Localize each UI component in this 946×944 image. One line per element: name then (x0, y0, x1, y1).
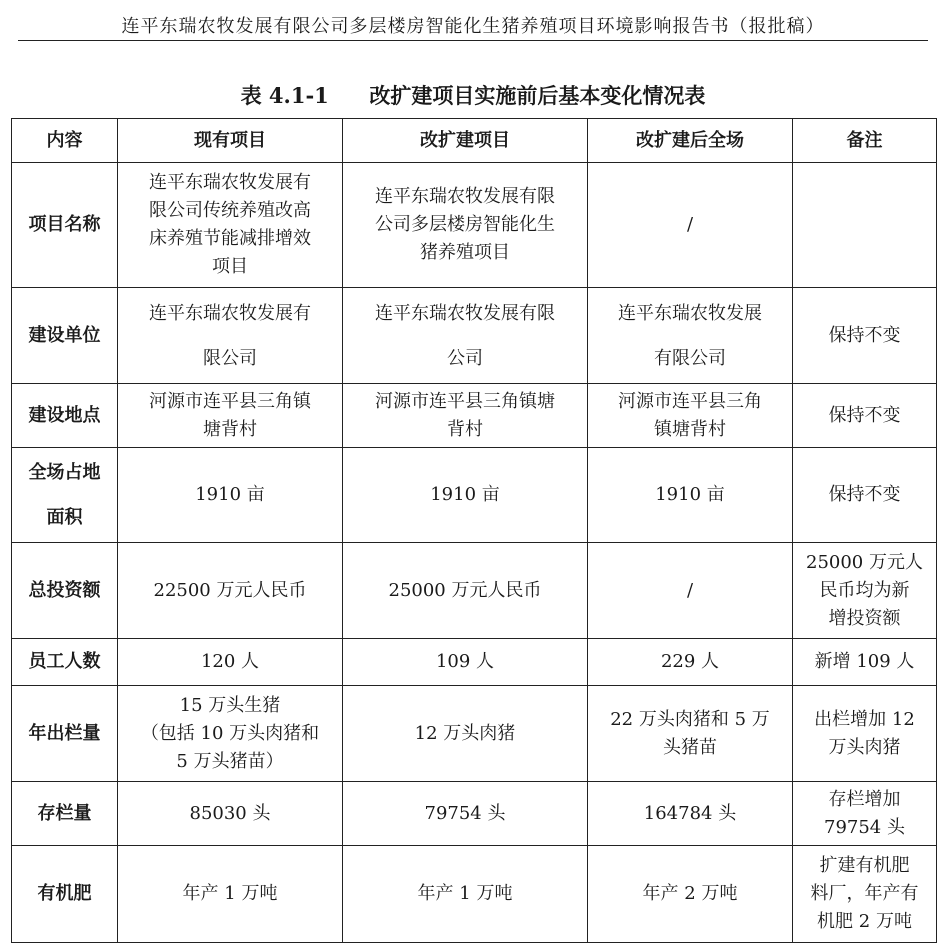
cell-line: 连平东瑞农牧发展 (618, 302, 762, 324)
row-label (12, 639, 118, 686)
cell-line: 新增 109 人 (814, 651, 915, 672)
row-label-line: 全场占地 (28, 462, 101, 483)
cell-line: 扩建有机肥 (819, 855, 910, 876)
cell-line: 增投资额 (828, 607, 901, 629)
table-row (12, 782, 937, 846)
cell-line: 1910 亩 (655, 484, 725, 505)
cell-line: 229 人 (660, 651, 720, 672)
note-cell (793, 384, 937, 448)
existing-cell (118, 639, 343, 686)
cell-line: 公司 (447, 347, 483, 369)
table-row (12, 686, 937, 782)
cell-line: / (686, 214, 694, 235)
header-divider (18, 40, 928, 41)
existing-cell (118, 543, 343, 639)
after-cell (588, 686, 793, 782)
row-label (12, 288, 118, 384)
after-cell (588, 384, 793, 448)
cell-line: 年产 1 万吨 (417, 883, 513, 904)
cell-line: 1910 亩 (195, 484, 265, 505)
note-cell (793, 288, 937, 384)
row-label (12, 163, 118, 288)
row-label-line: 面积 (46, 507, 83, 528)
cell-line: 25000 万元人 (806, 551, 923, 573)
cell-line: 背村 (447, 418, 483, 440)
cell-line: 床养殖节能减排增效 (149, 228, 311, 249)
table-row (12, 543, 937, 639)
row-label-line: 建设地点 (28, 404, 101, 426)
cell-line: 万头肉猪 (828, 736, 901, 758)
cell-line: （包括 10 万头肉猪和 (140, 722, 320, 744)
cell-line: 机肥 2 万吨 (817, 911, 912, 932)
table-row (12, 448, 937, 543)
cell-line: 河源市连平县三角镇塘 (375, 390, 555, 412)
note-cell (793, 543, 937, 639)
note-cell (793, 639, 937, 686)
existing-cell (118, 782, 343, 846)
column-header: 备注 (793, 119, 937, 163)
cell-line: 料厂，年产有 (810, 883, 919, 904)
table-row (12, 384, 937, 448)
page-header (0, 0, 946, 40)
cell-line: 出栏增加 12 (814, 708, 915, 730)
cell-line: 22 万头肉猪和 5 万 (610, 708, 770, 730)
row-label-line: 年出栏量 (28, 722, 101, 744)
cell-line: 镇塘背村 (654, 418, 726, 440)
after-cell (588, 639, 793, 686)
cell-line: 猪养殖项目 (420, 242, 510, 263)
cell-line: 河源市连平县三角镇 (149, 390, 311, 412)
header-row (12, 119, 937, 163)
cell-line: 年产 2 万吨 (642, 883, 738, 904)
column-header: 改扩建后全场 (588, 119, 793, 163)
table-caption (0, 80, 946, 110)
row-label (12, 384, 118, 448)
note-cell (793, 163, 937, 288)
cell-line: 1910 亩 (430, 484, 500, 505)
cell-line: 公司多层楼房智能化生 (375, 214, 555, 235)
cell-line: 塘背村 (203, 418, 257, 440)
expansion-cell (343, 163, 588, 288)
column-header: 现有项目 (118, 119, 343, 163)
cell-line: 109 人 (435, 651, 495, 672)
after-cell (588, 288, 793, 384)
table-row (12, 639, 937, 686)
table-row (12, 288, 937, 384)
comparison-table (11, 118, 937, 943)
existing-cell (118, 846, 343, 943)
cell-line: 保持不变 (828, 324, 901, 346)
cell-line: 79754 头 (824, 816, 905, 838)
cell-line: 连平东瑞农牧发展有 (149, 302, 311, 324)
row-label (12, 686, 118, 782)
document-title: 连平东瑞农牧发展有限公司多层楼房智能化生猪养殖项目环境影响报告书（报批稿） (121, 16, 825, 37)
cell-line: 22500 万元人民币 (153, 579, 307, 601)
cell-line: 有限公司 (654, 347, 726, 369)
expansion-cell (343, 448, 588, 543)
cell-line: 限公司传统养殖改高 (149, 200, 311, 221)
after-cell (588, 543, 793, 639)
row-label-line: 总投资额 (28, 579, 101, 601)
cell-line: 河源市连平县三角 (618, 390, 762, 412)
existing-cell (118, 384, 343, 448)
existing-cell (118, 288, 343, 384)
after-cell (588, 163, 793, 288)
row-label-line: 建设单位 (28, 324, 101, 346)
cell-line: 15 万头生猪 (179, 694, 281, 716)
cell-line: 连平东瑞农牧发展有限 (375, 302, 555, 324)
cell-line: 5 万头猪苗） (176, 750, 284, 772)
table-row (12, 163, 937, 288)
cell-line: 保持不变 (828, 484, 901, 505)
expansion-cell (343, 639, 588, 686)
cell-line: 85030 头 (189, 802, 271, 824)
after-cell (588, 448, 793, 543)
table-row (12, 846, 937, 943)
cell-line: 164784 头 (643, 802, 737, 824)
cell-line: 连平东瑞农牧发展有 (149, 172, 311, 193)
cell-line: / (686, 579, 694, 601)
cell-line: 79754 头 (424, 802, 506, 824)
row-label-line: 员工人数 (28, 651, 101, 672)
after-cell (588, 846, 793, 943)
table-number: 表 4.1-1 (240, 83, 329, 108)
table-title: 改扩建项目实施前后基本变化情况表 (369, 83, 706, 108)
expansion-cell (343, 288, 588, 384)
cell-line: 民币均为新 (819, 579, 910, 601)
row-label-line: 存栏量 (37, 802, 92, 824)
column-header: 内容 (12, 119, 118, 163)
cell-line: 12 万头肉猪 (414, 722, 516, 744)
cell-line: 项目 (212, 256, 248, 277)
cell-line: 限公司 (203, 347, 257, 369)
expansion-cell (343, 846, 588, 943)
row-label (12, 846, 118, 943)
cell-line: 头猪苗 (663, 736, 717, 758)
note-cell (793, 846, 937, 943)
note-cell (793, 686, 937, 782)
row-label (12, 782, 118, 846)
expansion-cell (343, 543, 588, 639)
existing-cell (118, 448, 343, 543)
column-header: 改扩建项目 (343, 119, 588, 163)
cell-line: 保持不变 (828, 404, 901, 426)
cell-line: 存栏增加 (828, 788, 901, 810)
row-label (12, 448, 118, 543)
existing-cell (118, 163, 343, 288)
expansion-cell (343, 686, 588, 782)
row-label-line: 项目名称 (28, 214, 101, 235)
note-cell (793, 448, 937, 543)
cell-line: 连平东瑞农牧发展有限 (375, 186, 555, 207)
expansion-cell (343, 782, 588, 846)
existing-cell (118, 686, 343, 782)
note-cell (793, 782, 937, 846)
row-label-line: 有机肥 (37, 883, 92, 904)
cell-line: 25000 万元人民币 (388, 579, 542, 601)
row-label (12, 543, 118, 639)
cell-line: 年产 1 万吨 (182, 883, 278, 904)
after-cell (588, 782, 793, 846)
cell-line: 120 人 (200, 651, 260, 672)
expansion-cell (343, 384, 588, 448)
